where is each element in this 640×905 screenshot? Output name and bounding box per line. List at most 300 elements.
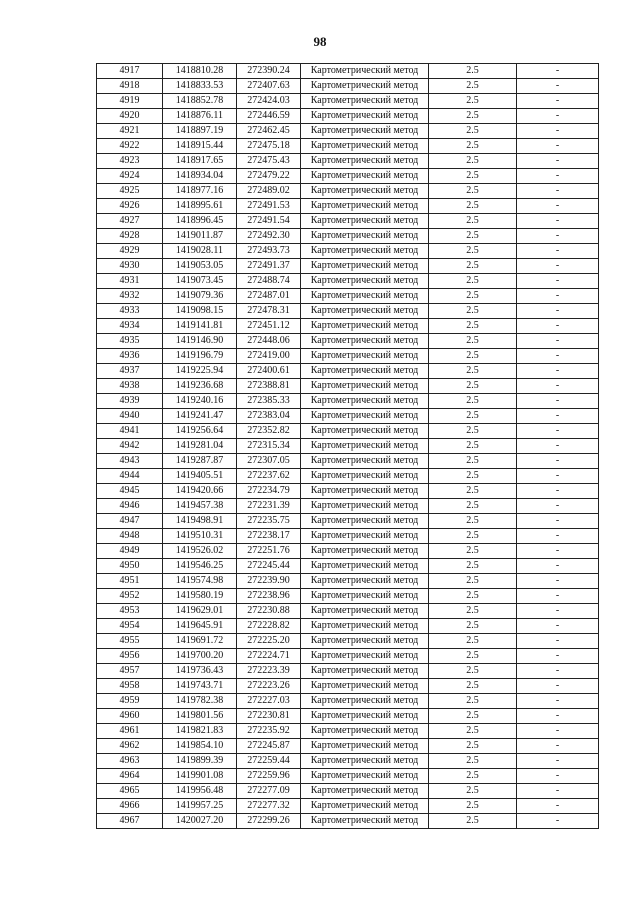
x-coordinate-cell: 1419899.39 <box>163 754 237 769</box>
description-cell: - <box>517 319 599 334</box>
accuracy-cell: 2.5 <box>429 679 517 694</box>
y-coordinate-cell: 272223.39 <box>237 664 301 679</box>
method-cell: Картометрический метод <box>301 169 429 184</box>
y-coordinate-cell: 272234.79 <box>237 484 301 499</box>
point-number-cell: 4927 <box>97 214 163 229</box>
table-row <box>97 529 599 544</box>
point-number-cell: 4949 <box>97 544 163 559</box>
method-cell: Картометрический метод <box>301 349 429 364</box>
table-row <box>97 619 599 634</box>
table-row <box>97 274 599 289</box>
x-coordinate-cell: 1419241.47 <box>163 409 237 424</box>
accuracy-cell: 2.5 <box>429 619 517 634</box>
point-number-cell: 4948 <box>97 529 163 544</box>
method-cell: Картометрический метод <box>301 304 429 319</box>
description-cell: - <box>517 484 599 499</box>
accuracy-cell: 2.5 <box>429 439 517 454</box>
description-cell: - <box>517 169 599 184</box>
point-number-cell: 4962 <box>97 739 163 754</box>
point-number-cell: 4961 <box>97 724 163 739</box>
point-number-cell: 4933 <box>97 304 163 319</box>
y-coordinate-cell: 272388.81 <box>237 379 301 394</box>
description-cell: - <box>517 289 599 304</box>
point-number-cell: 4926 <box>97 199 163 214</box>
y-coordinate-cell: 272224.71 <box>237 649 301 664</box>
y-coordinate-cell: 272478.31 <box>237 304 301 319</box>
method-cell: Картометрический метод <box>301 154 429 169</box>
x-coordinate-cell: 1419098.15 <box>163 304 237 319</box>
method-cell: Картометрический метод <box>301 739 429 754</box>
table-row <box>97 799 599 814</box>
y-coordinate-cell: 272400.61 <box>237 364 301 379</box>
accuracy-cell: 2.5 <box>429 589 517 604</box>
description-cell: - <box>517 349 599 364</box>
x-coordinate-cell: 1420027.20 <box>163 814 237 829</box>
table-row <box>97 154 599 169</box>
x-coordinate-cell: 1419457.38 <box>163 499 237 514</box>
description-cell: - <box>517 574 599 589</box>
y-coordinate-cell: 272225.20 <box>237 634 301 649</box>
table-row <box>97 139 599 154</box>
accuracy-cell: 2.5 <box>429 394 517 409</box>
description-cell: - <box>517 589 599 604</box>
y-coordinate-cell: 272315.34 <box>237 439 301 454</box>
x-coordinate-cell: 1419736.43 <box>163 664 237 679</box>
table-row <box>97 109 599 124</box>
x-coordinate-cell: 1419629.01 <box>163 604 237 619</box>
point-number-cell: 4959 <box>97 694 163 709</box>
y-coordinate-cell: 272491.37 <box>237 259 301 274</box>
point-number-cell: 4940 <box>97 409 163 424</box>
table-row <box>97 454 599 469</box>
y-coordinate-cell: 272230.88 <box>237 604 301 619</box>
y-coordinate-cell: 272230.81 <box>237 709 301 724</box>
accuracy-cell: 2.5 <box>429 784 517 799</box>
point-number-cell: 4950 <box>97 559 163 574</box>
accuracy-cell: 2.5 <box>429 289 517 304</box>
x-coordinate-cell: 1419287.87 <box>163 454 237 469</box>
method-cell: Картометрический метод <box>301 364 429 379</box>
point-number-cell: 4946 <box>97 499 163 514</box>
method-cell: Картометрический метод <box>301 274 429 289</box>
description-cell: - <box>517 244 599 259</box>
x-coordinate-cell: 1419225.94 <box>163 364 237 379</box>
table-row <box>97 199 599 214</box>
accuracy-cell: 2.5 <box>429 244 517 259</box>
table-row <box>97 424 599 439</box>
point-number-cell: 4939 <box>97 394 163 409</box>
table-row <box>97 724 599 739</box>
description-cell: - <box>517 364 599 379</box>
y-coordinate-cell: 272479.22 <box>237 169 301 184</box>
point-number-cell: 4938 <box>97 379 163 394</box>
x-coordinate-cell: 1419236.68 <box>163 379 237 394</box>
table-row <box>97 679 599 694</box>
method-cell: Картометрический метод <box>301 469 429 484</box>
method-cell: Картометрический метод <box>301 769 429 784</box>
method-cell: Картометрический метод <box>301 529 429 544</box>
method-cell: Картометрический метод <box>301 709 429 724</box>
description-cell: - <box>517 199 599 214</box>
point-number-cell: 4924 <box>97 169 163 184</box>
point-number-cell: 4958 <box>97 679 163 694</box>
description-cell: - <box>517 679 599 694</box>
method-cell: Картометрический метод <box>301 184 429 199</box>
x-coordinate-cell: 1418934.04 <box>163 169 237 184</box>
table-row <box>97 784 599 799</box>
point-number-cell: 4966 <box>97 799 163 814</box>
table-row <box>97 184 599 199</box>
description-cell: - <box>517 559 599 574</box>
table-row <box>97 289 599 304</box>
accuracy-cell: 2.5 <box>429 409 517 424</box>
y-coordinate-cell: 272448.06 <box>237 334 301 349</box>
y-coordinate-cell: 272237.62 <box>237 469 301 484</box>
table-row <box>97 649 599 664</box>
method-cell: Картометрический метод <box>301 799 429 814</box>
point-number-cell: 4923 <box>97 154 163 169</box>
accuracy-cell: 2.5 <box>429 634 517 649</box>
accuracy-cell: 2.5 <box>429 754 517 769</box>
point-number-cell: 4936 <box>97 349 163 364</box>
accuracy-cell: 2.5 <box>429 499 517 514</box>
y-coordinate-cell: 272231.39 <box>237 499 301 514</box>
description-cell: - <box>517 304 599 319</box>
y-coordinate-cell: 272475.43 <box>237 154 301 169</box>
description-cell: - <box>517 709 599 724</box>
method-cell: Картометрический метод <box>301 439 429 454</box>
y-coordinate-cell: 272235.92 <box>237 724 301 739</box>
x-coordinate-cell: 1419821.83 <box>163 724 237 739</box>
description-cell: - <box>517 799 599 814</box>
x-coordinate-cell: 1419580.19 <box>163 589 237 604</box>
y-coordinate-cell: 272235.75 <box>237 514 301 529</box>
accuracy-cell: 2.5 <box>429 229 517 244</box>
x-coordinate-cell: 1418876.11 <box>163 109 237 124</box>
method-cell: Картометрический метод <box>301 259 429 274</box>
description-cell: - <box>517 109 599 124</box>
point-number-cell: 4917 <box>97 64 163 79</box>
accuracy-cell: 2.5 <box>429 184 517 199</box>
table-row <box>97 514 599 529</box>
x-coordinate-cell: 1418915.44 <box>163 139 237 154</box>
x-coordinate-cell: 1418897.19 <box>163 124 237 139</box>
method-cell: Картометрический метод <box>301 679 429 694</box>
description-cell: - <box>517 814 599 829</box>
accuracy-cell: 2.5 <box>429 109 517 124</box>
point-number-cell: 4919 <box>97 94 163 109</box>
accuracy-cell: 2.5 <box>429 364 517 379</box>
description-cell: - <box>517 514 599 529</box>
description-cell: - <box>517 94 599 109</box>
x-coordinate-cell: 1419901.08 <box>163 769 237 784</box>
y-coordinate-cell: 272245.87 <box>237 739 301 754</box>
accuracy-cell: 2.5 <box>429 694 517 709</box>
table-row <box>97 634 599 649</box>
y-coordinate-cell: 272493.73 <box>237 244 301 259</box>
method-cell: Картометрический метод <box>301 229 429 244</box>
point-number-cell: 4943 <box>97 454 163 469</box>
table-row <box>97 484 599 499</box>
y-coordinate-cell: 272299.26 <box>237 814 301 829</box>
x-coordinate-cell: 1418995.61 <box>163 199 237 214</box>
description-cell: - <box>517 649 599 664</box>
table-row <box>97 64 599 79</box>
y-coordinate-cell: 272228.82 <box>237 619 301 634</box>
y-coordinate-cell: 272488.74 <box>237 274 301 289</box>
method-cell: Картометрический метод <box>301 649 429 664</box>
method-cell: Картометрический метод <box>301 619 429 634</box>
table-row <box>97 709 599 724</box>
accuracy-cell: 2.5 <box>429 154 517 169</box>
table-row <box>97 409 599 424</box>
table-body <box>97 64 599 829</box>
x-coordinate-cell: 1419510.31 <box>163 529 237 544</box>
table-row <box>97 814 599 829</box>
x-coordinate-cell: 1419782.38 <box>163 694 237 709</box>
description-cell: - <box>517 424 599 439</box>
description-cell: - <box>517 754 599 769</box>
accuracy-cell: 2.5 <box>429 334 517 349</box>
point-number-cell: 4947 <box>97 514 163 529</box>
x-coordinate-cell: 1419645.91 <box>163 619 237 634</box>
point-number-cell: 4963 <box>97 754 163 769</box>
y-coordinate-cell: 272451.12 <box>237 319 301 334</box>
accuracy-cell: 2.5 <box>429 574 517 589</box>
point-number-cell: 4944 <box>97 469 163 484</box>
table-row <box>97 334 599 349</box>
description-cell: - <box>517 64 599 79</box>
y-coordinate-cell: 272424.03 <box>237 94 301 109</box>
method-cell: Картометрический метод <box>301 499 429 514</box>
method-cell: Картометрический метод <box>301 409 429 424</box>
point-number-cell: 4922 <box>97 139 163 154</box>
x-coordinate-cell: 1419073.45 <box>163 274 237 289</box>
description-cell: - <box>517 469 599 484</box>
x-coordinate-cell: 1418977.16 <box>163 184 237 199</box>
description-cell: - <box>517 664 599 679</box>
y-coordinate-cell: 272385.33 <box>237 394 301 409</box>
point-number-cell: 4952 <box>97 589 163 604</box>
method-cell: Картометрический метод <box>301 139 429 154</box>
accuracy-cell: 2.5 <box>429 739 517 754</box>
method-cell: Картометрический метод <box>301 784 429 799</box>
table-row <box>97 754 599 769</box>
description-cell: - <box>517 334 599 349</box>
method-cell: Картометрический метод <box>301 589 429 604</box>
method-cell: Картометрический метод <box>301 79 429 94</box>
point-number-cell: 4960 <box>97 709 163 724</box>
x-coordinate-cell: 1419141.81 <box>163 319 237 334</box>
y-coordinate-cell: 272307.05 <box>237 454 301 469</box>
point-number-cell: 4942 <box>97 439 163 454</box>
description-cell: - <box>517 769 599 784</box>
y-coordinate-cell: 272491.54 <box>237 214 301 229</box>
accuracy-cell: 2.5 <box>429 214 517 229</box>
method-cell: Картометрический метод <box>301 319 429 334</box>
y-coordinate-cell: 272487.01 <box>237 289 301 304</box>
accuracy-cell: 2.5 <box>429 64 517 79</box>
method-cell: Картометрический метод <box>301 754 429 769</box>
accuracy-cell: 2.5 <box>429 469 517 484</box>
accuracy-cell: 2.5 <box>429 799 517 814</box>
method-cell: Картометрический метод <box>301 379 429 394</box>
accuracy-cell: 2.5 <box>429 379 517 394</box>
point-number-cell: 4954 <box>97 619 163 634</box>
point-number-cell: 4925 <box>97 184 163 199</box>
table-row <box>97 244 599 259</box>
x-coordinate-cell: 1419420.66 <box>163 484 237 499</box>
x-coordinate-cell: 1419956.48 <box>163 784 237 799</box>
table-row <box>97 544 599 559</box>
table-row <box>97 604 599 619</box>
description-cell: - <box>517 529 599 544</box>
accuracy-cell: 2.5 <box>429 124 517 139</box>
accuracy-cell: 2.5 <box>429 454 517 469</box>
point-number-cell: 4937 <box>97 364 163 379</box>
accuracy-cell: 2.5 <box>429 259 517 274</box>
point-number-cell: 4956 <box>97 649 163 664</box>
method-cell: Картометрический метод <box>301 574 429 589</box>
x-coordinate-cell: 1419574.98 <box>163 574 237 589</box>
accuracy-cell: 2.5 <box>429 559 517 574</box>
x-coordinate-cell: 1419256.64 <box>163 424 237 439</box>
y-coordinate-cell: 272390.24 <box>237 64 301 79</box>
accuracy-cell: 2.5 <box>429 349 517 364</box>
y-coordinate-cell: 272446.59 <box>237 109 301 124</box>
method-cell: Картометрический метод <box>301 289 429 304</box>
y-coordinate-cell: 272238.17 <box>237 529 301 544</box>
method-cell: Картометрический метод <box>301 484 429 499</box>
accuracy-cell: 2.5 <box>429 304 517 319</box>
y-coordinate-cell: 272492.30 <box>237 229 301 244</box>
description-cell: - <box>517 394 599 409</box>
x-coordinate-cell: 1418996.45 <box>163 214 237 229</box>
description-cell: - <box>517 724 599 739</box>
description-cell: - <box>517 214 599 229</box>
x-coordinate-cell: 1419053.05 <box>163 259 237 274</box>
x-coordinate-cell: 1419146.90 <box>163 334 237 349</box>
table-row <box>97 694 599 709</box>
method-cell: Картометрический метод <box>301 424 429 439</box>
y-coordinate-cell: 272407.63 <box>237 79 301 94</box>
table-row <box>97 439 599 454</box>
description-cell: - <box>517 739 599 754</box>
point-number-cell: 4957 <box>97 664 163 679</box>
method-cell: Картометрический метод <box>301 199 429 214</box>
point-number-cell: 4945 <box>97 484 163 499</box>
y-coordinate-cell: 272259.96 <box>237 769 301 784</box>
method-cell: Картометрический метод <box>301 724 429 739</box>
table-row <box>97 769 599 784</box>
x-coordinate-cell: 1418833.53 <box>163 79 237 94</box>
table-row <box>97 79 599 94</box>
method-cell: Картометрический метод <box>301 664 429 679</box>
x-coordinate-cell: 1419405.51 <box>163 469 237 484</box>
x-coordinate-cell: 1419743.71 <box>163 679 237 694</box>
description-cell: - <box>517 784 599 799</box>
table-row <box>97 499 599 514</box>
description-cell: - <box>517 499 599 514</box>
method-cell: Картометрический метод <box>301 124 429 139</box>
y-coordinate-cell: 272491.53 <box>237 199 301 214</box>
method-cell: Картометрический метод <box>301 634 429 649</box>
y-coordinate-cell: 272245.44 <box>237 559 301 574</box>
x-coordinate-cell: 1419240.16 <box>163 394 237 409</box>
accuracy-cell: 2.5 <box>429 604 517 619</box>
page-number: 98 <box>313 34 327 49</box>
point-number-cell: 4951 <box>97 574 163 589</box>
point-number-cell: 4965 <box>97 784 163 799</box>
table-row <box>97 469 599 484</box>
x-coordinate-cell: 1419801.56 <box>163 709 237 724</box>
description-cell: - <box>517 439 599 454</box>
y-coordinate-cell: 272462.45 <box>237 124 301 139</box>
table-row <box>97 94 599 109</box>
accuracy-cell: 2.5 <box>429 424 517 439</box>
x-coordinate-cell: 1419546.25 <box>163 559 237 574</box>
method-cell: Картометрический метод <box>301 604 429 619</box>
y-coordinate-cell: 272277.32 <box>237 799 301 814</box>
accuracy-cell: 2.5 <box>429 94 517 109</box>
accuracy-cell: 2.5 <box>429 199 517 214</box>
x-coordinate-cell: 1419957.25 <box>163 799 237 814</box>
y-coordinate-cell: 272223.26 <box>237 679 301 694</box>
table-row <box>97 739 599 754</box>
point-number-cell: 4934 <box>97 319 163 334</box>
table-row <box>97 559 599 574</box>
description-cell: - <box>517 139 599 154</box>
y-coordinate-cell: 272419.00 <box>237 349 301 364</box>
method-cell: Картометрический метод <box>301 94 429 109</box>
table-row <box>97 229 599 244</box>
point-number-cell: 4931 <box>97 274 163 289</box>
table-row <box>97 169 599 184</box>
accuracy-cell: 2.5 <box>429 649 517 664</box>
accuracy-cell: 2.5 <box>429 724 517 739</box>
point-number-cell: 4928 <box>97 229 163 244</box>
point-number-cell: 4930 <box>97 259 163 274</box>
table-row <box>97 394 599 409</box>
x-coordinate-cell: 1419691.72 <box>163 634 237 649</box>
description-cell: - <box>517 124 599 139</box>
accuracy-cell: 2.5 <box>429 769 517 784</box>
table-row <box>97 574 599 589</box>
y-coordinate-cell: 272475.18 <box>237 139 301 154</box>
y-coordinate-cell: 272239.90 <box>237 574 301 589</box>
description-cell: - <box>517 274 599 289</box>
accuracy-cell: 2.5 <box>429 514 517 529</box>
method-cell: Картометрический метод <box>301 559 429 574</box>
method-cell: Картометрический метод <box>301 454 429 469</box>
table-row <box>97 589 599 604</box>
description-cell: - <box>517 604 599 619</box>
x-coordinate-cell: 1419281.04 <box>163 439 237 454</box>
point-number-cell: 4929 <box>97 244 163 259</box>
description-cell: - <box>517 454 599 469</box>
y-coordinate-cell: 272251.76 <box>237 544 301 559</box>
method-cell: Картометрический метод <box>301 334 429 349</box>
y-coordinate-cell: 272489.02 <box>237 184 301 199</box>
accuracy-cell: 2.5 <box>429 709 517 724</box>
description-cell: - <box>517 379 599 394</box>
description-cell: - <box>517 184 599 199</box>
table-row <box>97 349 599 364</box>
method-cell: Картометрический метод <box>301 214 429 229</box>
point-number-cell: 4955 <box>97 634 163 649</box>
accuracy-cell: 2.5 <box>429 814 517 829</box>
table-row <box>97 214 599 229</box>
